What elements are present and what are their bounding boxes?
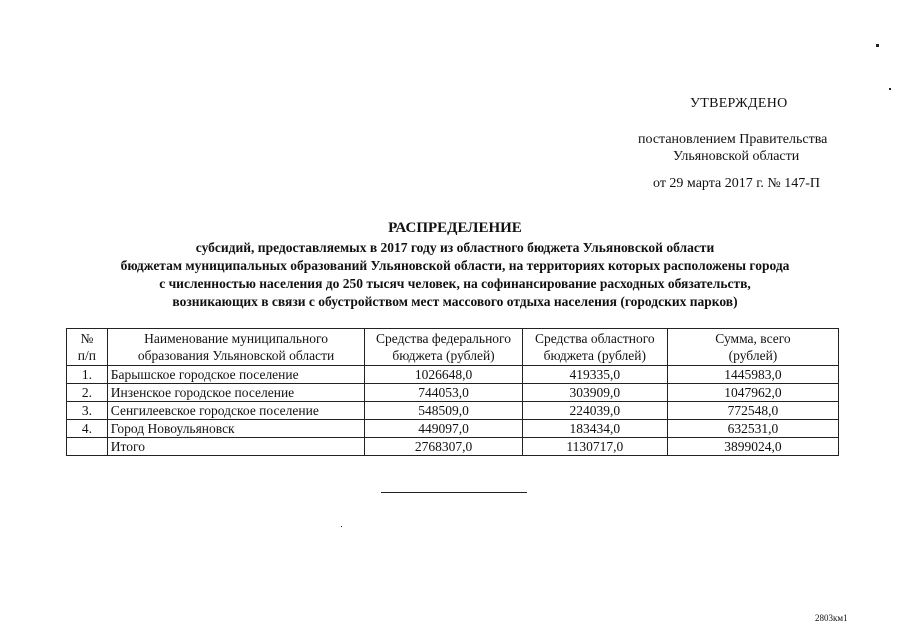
row-federal: 744053,0 bbox=[365, 384, 522, 402]
table-total-row bbox=[67, 438, 839, 456]
table-row bbox=[67, 366, 839, 384]
row-municipality: Барышское городское поселение bbox=[107, 366, 365, 384]
row-total: 772548,0 bbox=[667, 402, 838, 420]
table-row bbox=[67, 420, 839, 438]
scan-speck bbox=[341, 526, 342, 527]
scan-speck bbox=[889, 88, 891, 90]
row-regional: 419335,0 bbox=[522, 366, 667, 384]
header-total bbox=[667, 329, 838, 366]
row-number: 4. bbox=[67, 420, 108, 438]
scan-speck bbox=[876, 44, 879, 47]
approved-label: УТВЕРЖДЕНО bbox=[690, 96, 788, 111]
header-regional-line-1: Средства областного bbox=[534, 331, 655, 346]
subtitle-line-4: возникающих в связи с обустройством мест массового отдыха населения (городских парков) bbox=[172, 294, 738, 309]
distribution-table bbox=[66, 328, 839, 456]
row-regional: 224039,0 bbox=[522, 402, 667, 420]
document-title: РАСПРЕДЕЛЕНИЕ bbox=[388, 220, 522, 236]
subtitle-line-2: бюджетам муниципальных образований Ульяновской области, на территориях которых расположены города bbox=[120, 258, 790, 273]
row-total: 1047962,0 bbox=[667, 384, 838, 402]
header-total-line-2: (рублей) bbox=[728, 348, 778, 363]
header-total-line-1: Сумма, всего bbox=[715, 331, 791, 346]
header-number-line-1: № bbox=[80, 331, 94, 346]
header-name bbox=[107, 329, 365, 366]
header-name-line-2: образования Ульяновской области bbox=[137, 348, 335, 363]
header-regional-line-2: бюджета (рублей) bbox=[543, 348, 646, 363]
row-federal: 548509,0 bbox=[365, 402, 522, 420]
decree-date-line: от 29 марта 2017 г. № 147-П bbox=[653, 176, 821, 191]
header-federal-line-1: Средства федерального bbox=[376, 331, 511, 346]
end-of-document-rule bbox=[381, 492, 527, 493]
header-number bbox=[67, 329, 108, 366]
heading-block bbox=[40, 220, 870, 311]
row-municipality: Город Новоульяновск bbox=[107, 420, 365, 438]
row-federal: 1026648,0 bbox=[365, 366, 522, 384]
row-number: 3. bbox=[67, 402, 108, 420]
decree-line-1: постановлением Правительства bbox=[638, 132, 828, 147]
row-number bbox=[67, 438, 108, 456]
row-number: 2. bbox=[67, 384, 108, 402]
header-number-line-2: п/п bbox=[77, 348, 96, 363]
subtitle-line-1: субсидий, предоставляемых в 2017 году из областного бюджета Ульяновской области bbox=[195, 240, 715, 255]
table-row bbox=[67, 402, 839, 420]
document-code: 2803км1 bbox=[815, 613, 848, 623]
header-name-line-1: Наименование муниципального bbox=[144, 331, 328, 346]
row-federal: 2768307,0 bbox=[365, 438, 522, 456]
table-header-row bbox=[67, 329, 839, 366]
row-total: 3899024,0 bbox=[667, 438, 838, 456]
row-total: 1445983,0 bbox=[667, 366, 838, 384]
row-federal: 449097,0 bbox=[365, 420, 522, 438]
row-municipality: Итого bbox=[107, 438, 365, 456]
decree-line-2: Ульяновской области bbox=[673, 149, 800, 164]
header-federal-line-2: бюджета (рублей) bbox=[392, 348, 495, 363]
row-municipality: Сенгилеевское городское поселение bbox=[107, 402, 365, 420]
row-municipality: Инзенское городское поселение bbox=[107, 384, 365, 402]
row-regional: 1130717,0 bbox=[522, 438, 667, 456]
header-regional bbox=[522, 329, 667, 366]
header-federal bbox=[365, 329, 522, 366]
row-number: 1. bbox=[67, 366, 108, 384]
subtitle-line-3: с численностью населения до 250 тысяч человек, на софинансирование расходных обязательств, bbox=[159, 276, 751, 291]
row-total: 632531,0 bbox=[667, 420, 838, 438]
row-regional: 303909,0 bbox=[522, 384, 667, 402]
row-regional: 183434,0 bbox=[522, 420, 667, 438]
table-row bbox=[67, 384, 839, 402]
